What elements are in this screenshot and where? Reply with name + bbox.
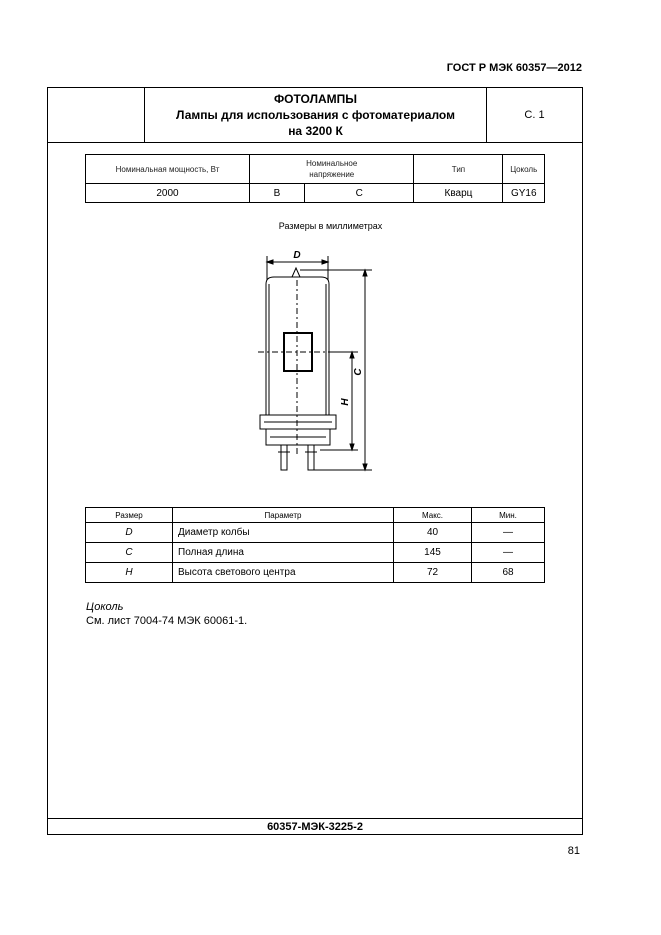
c-arrow-bottom [363, 464, 367, 470]
table-row [86, 563, 545, 583]
socket-title: Цоколь [86, 601, 124, 613]
standard-number: ГОСТ Р МЭК 60357—2012 [446, 62, 582, 74]
max-cell: 145 [394, 543, 472, 563]
subtitle-line2: на 3200 К [288, 124, 343, 138]
d-label: D [293, 250, 301, 261]
min-cell: — [472, 523, 545, 543]
h-arrow-top [350, 352, 354, 358]
param-cell: Высота светового центра [173, 563, 394, 583]
header-base: Цоколь [503, 155, 545, 184]
header-max: Макс. [394, 508, 472, 523]
frame-left-line [47, 87, 48, 835]
voltage-b: В [250, 184, 305, 203]
size-cell: H [86, 563, 173, 583]
header-type: Тип [414, 155, 503, 184]
bulb-tip [292, 268, 300, 277]
title-text [145, 88, 486, 142]
header-power: Номинальная мощность, Вт [86, 155, 250, 184]
footer-code: 60357-МЭК-3225-2 [47, 818, 583, 835]
c-arrow-top [363, 270, 367, 276]
title-block [47, 87, 583, 143]
socket-text: См. лист 7004-74 МЭК 60061-1. [86, 615, 248, 627]
h-label: H [340, 398, 351, 406]
base-value: GY16 [503, 184, 545, 203]
header-voltage: Номинальное напряжение [250, 155, 414, 184]
param-cell: Диаметр колбы [173, 523, 394, 543]
power-value: 2000 [86, 184, 250, 203]
page-number: 81 [567, 845, 580, 857]
frame-right-line [582, 87, 583, 835]
dimensions-table [85, 507, 545, 583]
min-cell: 68 [472, 563, 545, 583]
header-size: Размер [86, 508, 173, 523]
type-value: Кварц [414, 184, 503, 203]
size-cell: D [86, 523, 173, 543]
spec-table [85, 154, 545, 203]
h-arrow-bottom [350, 444, 354, 450]
sheet-number: С. 1 [486, 88, 582, 142]
drawing-caption: Размеры в миллиметрах [278, 221, 383, 231]
lamp-drawing [240, 240, 380, 490]
subtitle-line1: Лампы для использования с фотоматериалом [176, 108, 455, 122]
param-cell: Полная длина [173, 543, 394, 563]
header-min: Мин. [472, 508, 545, 523]
size-cell: C [86, 543, 173, 563]
table-row [86, 543, 545, 563]
pin-right [308, 445, 314, 470]
d-arrow-left [267, 260, 273, 264]
max-cell: 72 [394, 563, 472, 583]
min-cell: — [472, 543, 545, 563]
voltage-c: С [305, 184, 414, 203]
max-cell: 40 [394, 523, 472, 543]
title: ФОТОЛАМПЫ [273, 92, 358, 106]
table-row [86, 523, 545, 543]
header-param: Параметр [173, 508, 394, 523]
pin-left [281, 445, 287, 470]
c-label: C [353, 368, 364, 376]
d-arrow-right [322, 260, 328, 264]
